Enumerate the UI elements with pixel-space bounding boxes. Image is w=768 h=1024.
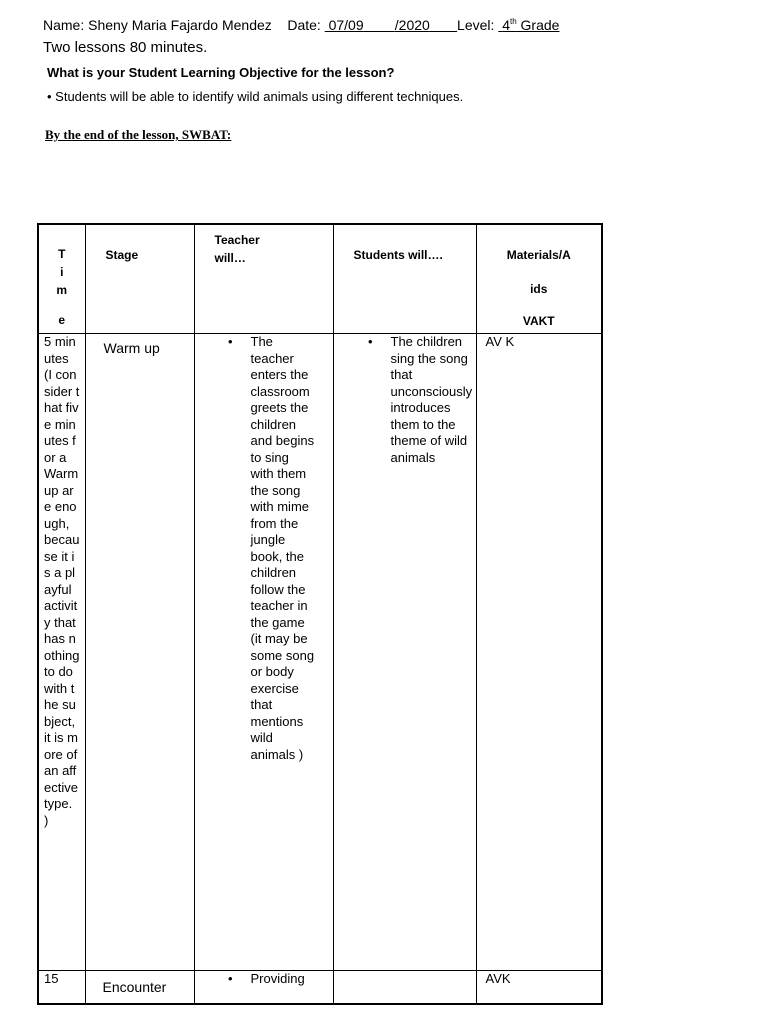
teacher-cell: • Providing <box>194 971 333 1005</box>
header-stage: Stage <box>85 224 194 334</box>
swbat-heading: By the end of the lesson, SWBAT: <box>45 127 232 142</box>
level-value: 4th Grade <box>502 17 560 33</box>
students-cell <box>333 971 476 1005</box>
students-cell: • The children sing the song that unconsciously introduces them to the theme of wild animals <box>333 334 476 971</box>
objective-question: What is your Student Learning Objective for the lesson? <box>47 65 395 80</box>
table-row <box>38 971 602 1005</box>
header-line <box>43 17 559 33</box>
header-students: Students will…. <box>333 224 476 334</box>
header-teacher: Teacher will… <box>194 224 333 334</box>
materials-cell: AVK <box>476 971 602 1005</box>
lesson-plan-table <box>37 223 603 1005</box>
date-value: 07/09 /2020 <box>328 17 430 33</box>
stage-cell: Encounter <box>85 971 194 1005</box>
time-cell: 15 <box>38 971 85 1005</box>
table-header-row <box>38 224 602 334</box>
date-label: Date: <box>287 17 325 33</box>
lesson-duration: Two lessons 80 minutes. <box>43 39 208 56</box>
header-materials: Materials/A ids VAKT <box>476 224 602 334</box>
name-label: Name: Sheny Maria Fajardo Mendez <box>43 17 272 33</box>
materials-cell: AV K <box>476 334 602 971</box>
level-label: Level: <box>457 17 499 33</box>
stage-cell: Warm up <box>85 334 194 971</box>
objective-answer: • Students will be able to identify wild animals using different techniques. <box>47 89 464 104</box>
teacher-cell: • The teacher enters the classroom greets the children and begins to sing with them the song with mime from the jungle book, the children follow the teacher in the game (it may be some song or body exercise that mentions wild animals ) <box>194 334 333 971</box>
time-cell: 5 minutes (I consider that five minutes for a Warm up are enough, because it is a playful activity that has nothing to do with the subject, it is more of an affective type. ) <box>38 334 85 971</box>
header-time: T i m e <box>38 224 85 334</box>
table-row <box>38 334 602 971</box>
